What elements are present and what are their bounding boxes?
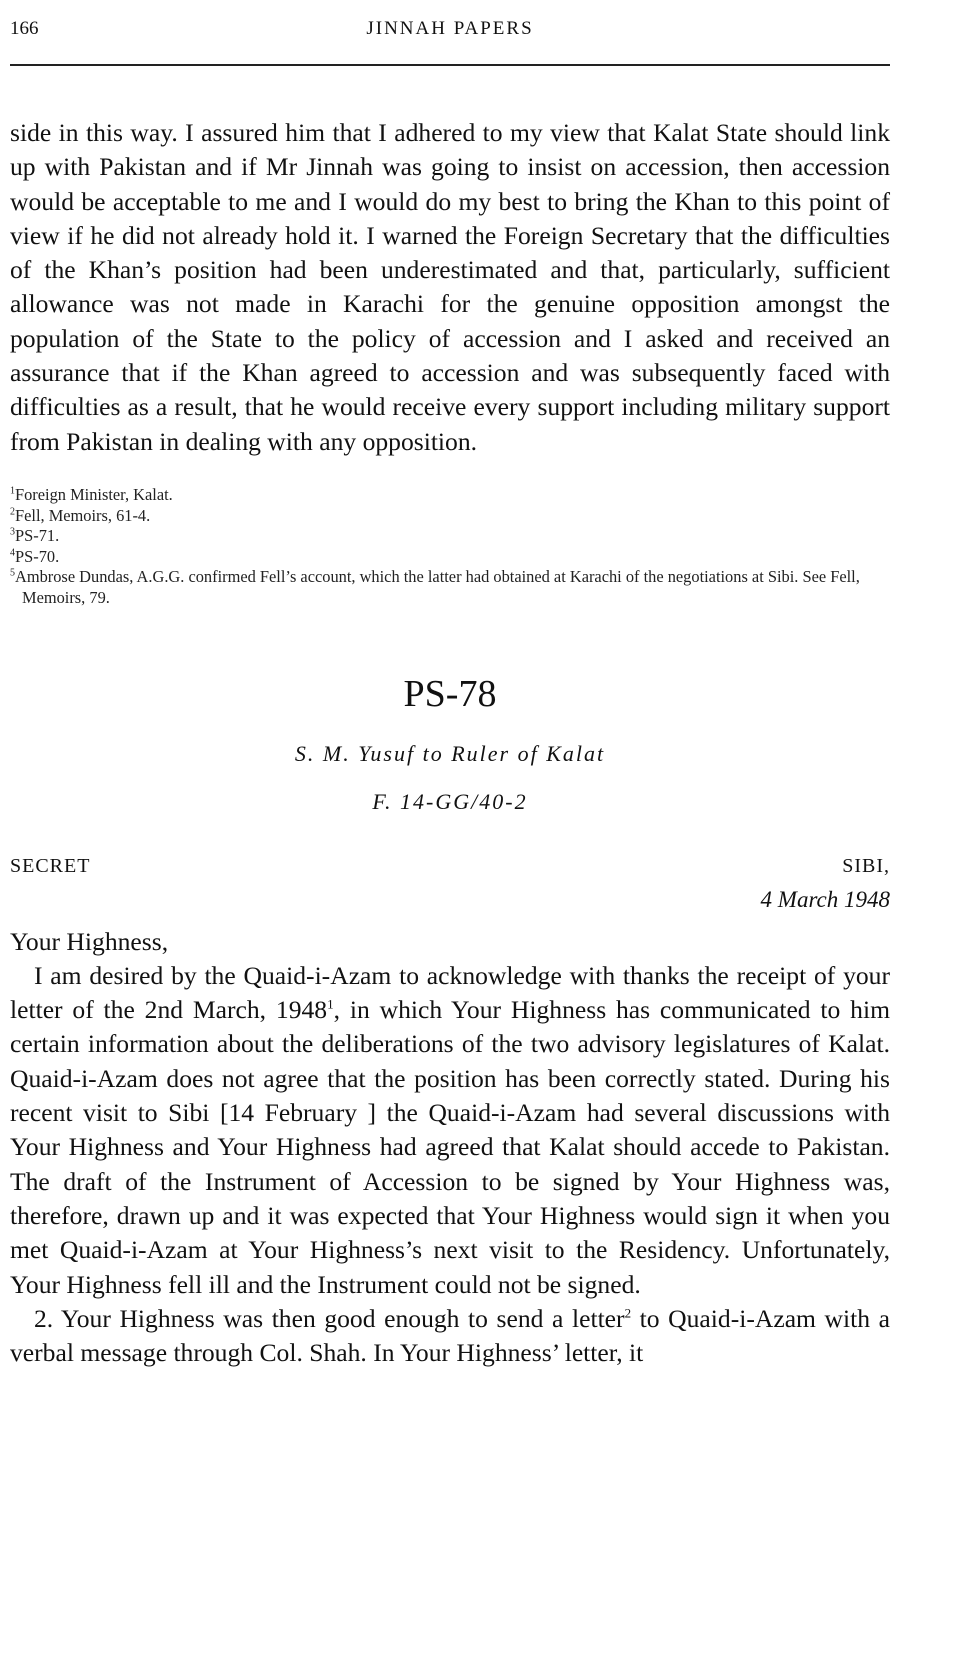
footnote-text: PS-71. <box>15 526 60 546</box>
salutation: Your Highness, <box>10 926 169 956</box>
footnote-marker: 4 <box>10 547 15 559</box>
page-header <box>10 0 890 66</box>
footnote-text: Ambrose Dundas, A.G.G. confirmed Fell’s account, which the latter had obtained at Karachi of the negotiations at Sibi. See Fell, Memoirs, 79. <box>15 567 860 607</box>
place-label: SIBI, <box>842 854 890 877</box>
document-heading: PS-78 <box>403 672 497 715</box>
footnote-text: Foreign Minister, Kalat. <box>15 484 173 504</box>
footnote-ref-1: 1 <box>327 996 334 1012</box>
footnote-text: Fell, Memoirs, 61-4. <box>15 505 151 525</box>
page-number: 166 <box>10 18 39 39</box>
paragraph-2-part-b: to Quaid-i-Azam with a verbal message through Col. Shah. In Your Highness’ letter, it <box>10 1303 890 1368</box>
footnote-2 <box>10 506 890 527</box>
footnote-5 <box>10 567 890 608</box>
footnote-marker: 5 <box>10 567 15 579</box>
footnote-4 <box>10 547 890 568</box>
document-page <box>10 0 890 1370</box>
paragraph-2-part-a: 2. Your Highness was then good enough to send a letter <box>34 1303 625 1333</box>
header-rule <box>10 64 890 66</box>
running-title: JINNAH PAPERS <box>366 18 534 39</box>
paragraph-2 <box>10 1302 890 1371</box>
letter-meta <box>10 855 890 883</box>
paragraph-1-part-b: , in which Your Highness has communicated to him certain information about the deliberations of the two advisory legislatures of Kalat. Quaid-i-Azam does not agree that the position has been correctly stated. During his recent visit to Sibi [14 February ] the Quaid-i-Azam had several discussions with Your Highness and Your Highness had agreed that Kalat should accede to Pakistan. The draft of the Instrument of Accession to be signed by Your Highness was, therefore, drawn up and it was expected that Your Highness would sign it when you met Quaid-i-Azam at Your Highness’s next visit to the Residency. Unfortunately, Your Highness fell ill and the Instrument could not be signed. <box>10 995 890 1299</box>
file-reference: F. 14-GG/40-2 <box>372 788 528 814</box>
footnote-marker: 3 <box>10 526 15 538</box>
paragraph-1-part-a: I am desired by the Quaid-i-Azam to acknowledge with thanks the receipt of your letter of the 2nd March, 1948 <box>10 960 890 1025</box>
continued-paragraph: side in this way. I assured him that I adhered to my view that Kalat State should link up with Pakistan and if Mr Jinnah was going to insist on accession, then accession would be acceptable to me and I would do my best to bring the Khan to this point of view if he did not already hold it. I warned the Foreign Secretary that the difficulties of the Khan’s position had been underestimated and that, particularly, sufficient allowance was not made in Karachi for the genuine opposition amongst the population of the State to the policy of accession and I asked and received an assurance that if the Khan agreed to accession and was subsequently faced with difficulties as a result, that he would receive every support including military support from Pakistan in dealing with any opposition. <box>10 118 890 456</box>
document-subtitle: S. M. Yusuf to Ruler of Kalat <box>294 740 606 766</box>
classification-label: SECRET <box>10 854 91 877</box>
paragraph-1 <box>10 959 890 1302</box>
footnote-3 <box>10 526 890 547</box>
footnote-1 <box>10 485 890 506</box>
footnote-marker: 2 <box>10 506 15 518</box>
footnote-text: PS-70. <box>15 546 60 566</box>
footnote-ref-2: 2 <box>624 1305 632 1321</box>
footnote-marker: 1 <box>10 485 15 497</box>
letter-date: 4 March 1948 <box>760 886 890 912</box>
footnotes <box>10 485 890 609</box>
